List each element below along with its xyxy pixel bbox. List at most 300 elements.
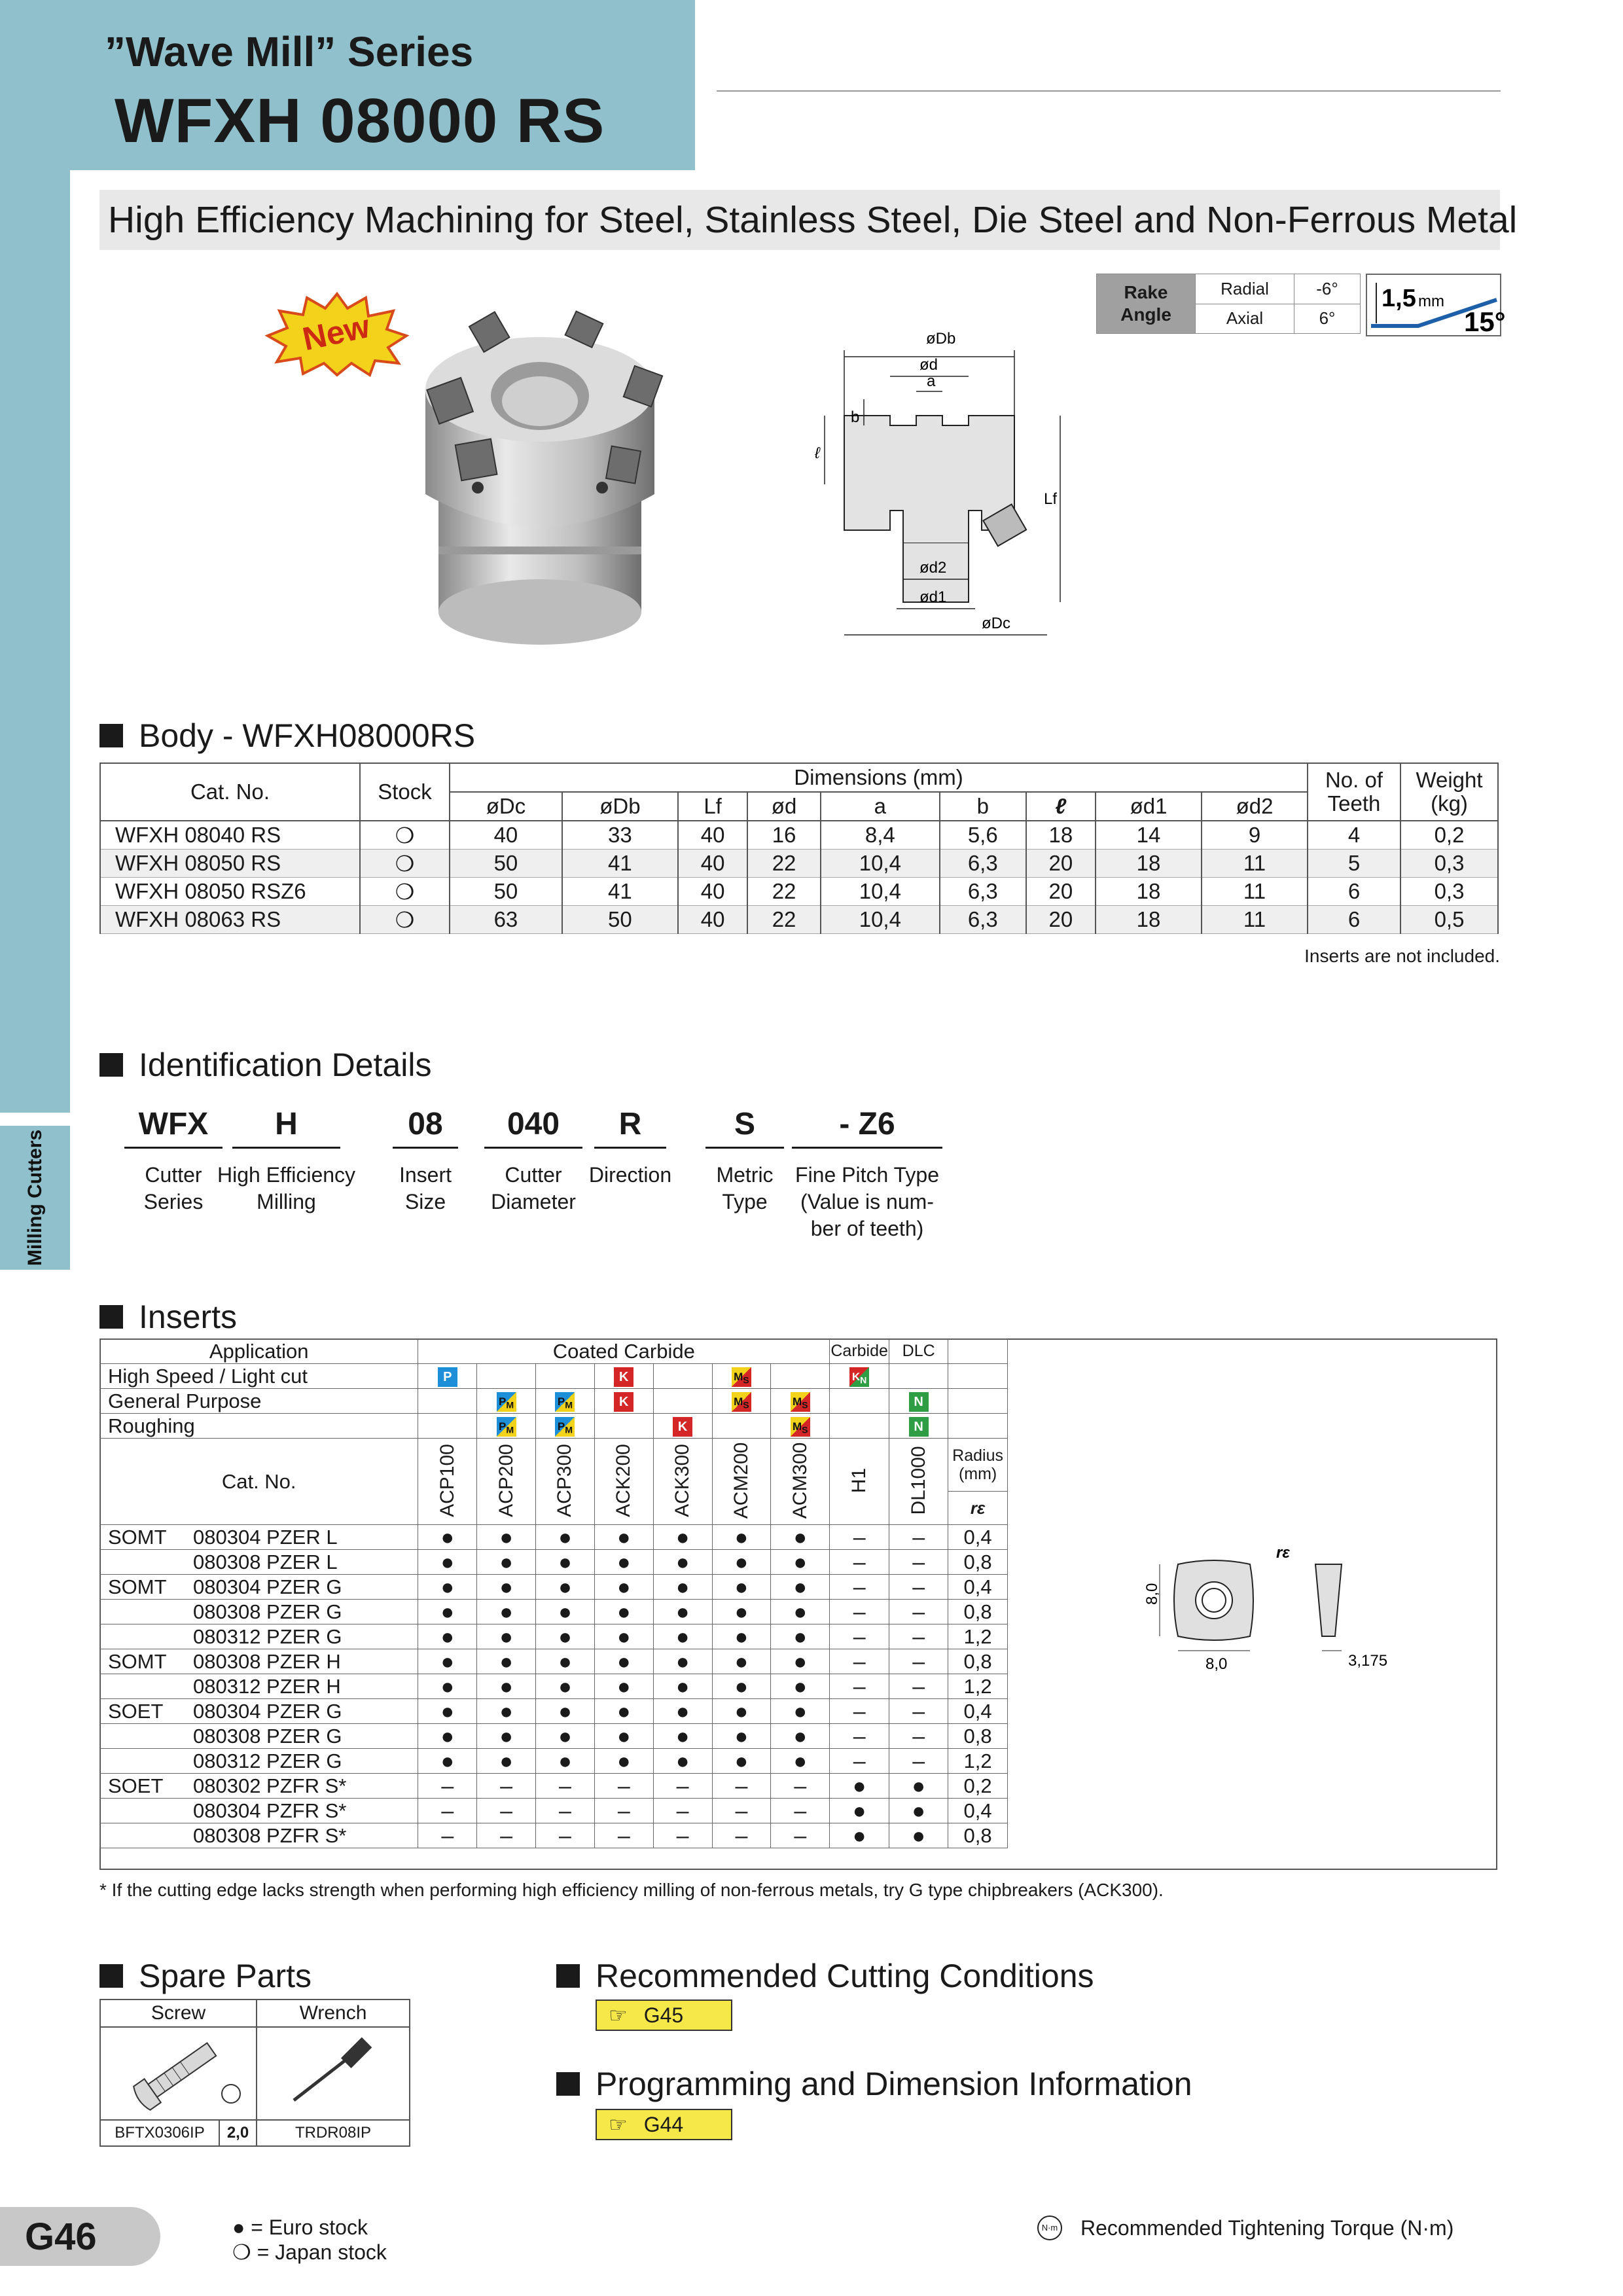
insert-availability: ● [712, 1749, 771, 1774]
insert-availability: – [771, 1799, 830, 1823]
insert-availability: – [889, 1550, 948, 1575]
body-dim: 40 [678, 878, 747, 906]
insert-availability: ● [477, 1600, 536, 1624]
label-a: a [927, 372, 936, 390]
grade-acp100: ACP100 [418, 1439, 477, 1525]
insert-availability: ● [830, 1799, 889, 1823]
label-dc: øDc [982, 615, 1010, 632]
rake-label: Rake Angle [1097, 274, 1196, 334]
grade-dl1000: DL1000 [889, 1439, 948, 1525]
insert-radius: 0,2 [948, 1774, 1008, 1799]
insert-availability: ● [712, 1699, 771, 1724]
body-dim: 40 [678, 850, 747, 878]
insert-family: SOET [108, 1699, 164, 1723]
insert-code: 080308 PZFR S* [193, 1823, 347, 1847]
insert-availability: – [830, 1724, 889, 1749]
model-title: WFXH 08000 RS [115, 86, 605, 156]
body-stock: ❍ [360, 906, 450, 934]
insert-availability: ● [771, 1649, 830, 1674]
insert-availability: ● [594, 1699, 653, 1724]
body-dim: 20 [1026, 850, 1096, 878]
ident-code: 08 [408, 1107, 443, 1141]
body-catno: WFXH 08050 RSZ6 [100, 878, 360, 906]
euro-stock-icon: ● [232, 2215, 245, 2239]
insert-row [100, 1525, 1008, 1550]
insert-code: 080304 PZER L [193, 1525, 338, 1549]
insert-availability: ● [418, 1674, 477, 1699]
insert-radius: 0,4 [948, 1799, 1008, 1823]
ident-underline [594, 1147, 666, 1149]
insert-availability: – [477, 1823, 536, 1848]
grade-acm200: ACM200 [712, 1439, 771, 1525]
insert-availability: ● [536, 1674, 595, 1699]
ident-code: WFX [138, 1107, 209, 1141]
badge-k: K [673, 1417, 692, 1437]
insert-availability: ● [477, 1550, 536, 1575]
col-db: øDb [562, 792, 678, 821]
ident-underline [705, 1147, 784, 1149]
radius-label: Radius (mm) [948, 1439, 1008, 1492]
insert-availability: ● [653, 1624, 712, 1649]
ident-code: R [618, 1107, 642, 1141]
insert-availability: ● [594, 1550, 653, 1575]
application-label: Application [100, 1339, 418, 1364]
grade-ack300: ACK300 [653, 1439, 712, 1525]
insert-availability: ● [594, 1674, 653, 1699]
body-dim: 10,4 [821, 906, 940, 934]
torque-icon: N·m [1037, 2215, 1062, 2240]
insert-r-label: rε [1276, 1544, 1290, 1562]
screw-code: BFTX0306IP [100, 2120, 219, 2146]
insert-availability: ● [712, 1525, 771, 1550]
body-catno: WFXH 08040 RS [100, 821, 360, 850]
body-row [100, 878, 1498, 906]
insert-availability: – [830, 1575, 889, 1600]
insert-availability: ● [418, 1624, 477, 1649]
pointing-hand-icon: ☞ [609, 2003, 628, 2027]
insert-code: 080308 PZER H [193, 1649, 341, 1673]
screw-torque: 2,0 [219, 2120, 257, 2146]
insert-availability: ● [418, 1749, 477, 1774]
insert-availability: ● [536, 1699, 595, 1724]
insert-availability: ● [477, 1525, 536, 1550]
legend-euro: ● = Euro stock [232, 2215, 368, 2239]
body-teeth: 6 [1308, 878, 1400, 906]
carbide-label: Carbide [830, 1339, 889, 1364]
app-row-high-speed: High Speed / Light cut P K $M_S$ $K_N$ [100, 1364, 1008, 1389]
body-dim: 16 [747, 821, 820, 850]
ident-code: 040 [507, 1107, 560, 1141]
insert-row [100, 1674, 1008, 1699]
insert-availability: – [712, 1774, 771, 1799]
col-teeth: No. of Teeth [1308, 763, 1400, 821]
body-dim: 11 [1202, 850, 1308, 878]
programming-ref-link[interactable]: ☞ G44 [596, 2109, 732, 2140]
insert-availability: ● [536, 1749, 595, 1774]
insert-row [100, 1823, 1008, 1848]
recommended-ref-link[interactable]: ☞ G45 [596, 2000, 732, 2031]
insert-availability: ● [418, 1724, 477, 1749]
insert-availability: ● [477, 1699, 536, 1724]
body-weight: 0,2 [1400, 821, 1498, 850]
col-stock: Stock [360, 763, 450, 821]
coated-carbide-label: Coated Carbide [418, 1339, 830, 1364]
side-tab [0, 1126, 70, 1270]
insert-availability: ● [594, 1724, 653, 1749]
body-row [100, 850, 1498, 878]
badge-k: K [614, 1392, 633, 1412]
badge-ms: $M_S$ [791, 1417, 810, 1437]
series-title: ”Wave Mill” Series [105, 28, 474, 75]
insert-availability: ● [536, 1649, 595, 1674]
insert-radius: 1,2 [948, 1624, 1008, 1649]
insert-code: 080308 PZER G [193, 1724, 342, 1748]
insert-radius: 0,4 [948, 1575, 1008, 1600]
insert-availability: ● [712, 1575, 771, 1600]
depth-angle-icon [1366, 274, 1506, 337]
body-dim: 41 [562, 878, 678, 906]
insert-availability: – [889, 1525, 948, 1550]
pointing-hand-icon: ☞ [609, 2113, 628, 2136]
body-dim: 50 [450, 850, 562, 878]
ident-description: Cutter Series [143, 1163, 204, 1213]
insert-availability: ● [712, 1649, 771, 1674]
label-lf: Lf [1044, 490, 1058, 508]
body-section-title: Body - WFXH08000RS [99, 717, 475, 755]
insert-availability: ● [594, 1624, 653, 1649]
insert-availability: ● [477, 1649, 536, 1674]
wrench-code: TRDR08IP [257, 2120, 410, 2146]
body-dim: 11 [1202, 878, 1308, 906]
body-stock: ❍ [360, 821, 450, 850]
insert-availability: ● [536, 1724, 595, 1749]
body-weight: 0,3 [1400, 850, 1498, 878]
insert-availability: – [889, 1674, 948, 1699]
badge-ms: $M_S$ [732, 1392, 751, 1412]
insert-availability: ● [536, 1575, 595, 1600]
insert-availability: ● [418, 1600, 477, 1624]
app-row-roughing: Roughing $P_M$ $P_M$ K $M_S$ N [100, 1414, 1008, 1439]
depth-value: 1,5 [1382, 285, 1416, 312]
insert-radius: 0,4 [948, 1699, 1008, 1724]
insert-availability: ● [477, 1575, 536, 1600]
col-a: a [821, 792, 940, 821]
body-dim: 9 [1202, 821, 1308, 850]
body-weight: 0,5 [1400, 906, 1498, 934]
insert-availability: – [830, 1550, 889, 1575]
body-table [99, 762, 1499, 934]
insert-availability: ● [594, 1525, 653, 1550]
insert-availability: ● [477, 1724, 536, 1749]
insert-thickness: 3,175 [1348, 1652, 1388, 1670]
inserts-catno-label: Cat. No. [100, 1439, 418, 1525]
badge-ms: $M_S$ [732, 1367, 751, 1387]
body-dim: 18 [1026, 821, 1096, 850]
insert-availability: ● [653, 1550, 712, 1575]
body-dim: 33 [562, 821, 678, 850]
col-dimensions: Dimensions (mm) [450, 763, 1308, 792]
insert-availability: – [418, 1823, 477, 1848]
label-d: ød [919, 356, 938, 374]
insert-availability: – [830, 1749, 889, 1774]
ident-description: Insert Size [399, 1163, 452, 1213]
insert-code: 080304 PZER G [193, 1699, 342, 1723]
ident-underline [393, 1147, 458, 1149]
insert-radius: 0,8 [948, 1600, 1008, 1624]
body-dim: 6,3 [940, 850, 1026, 878]
ident-description: Direction [588, 1163, 672, 1187]
grade-acp300: ACP300 [536, 1439, 595, 1525]
legend-torque: N·m Recommended Tightening Torque (N·m) [1037, 2215, 1454, 2240]
ident-code: S [734, 1107, 755, 1141]
insert-availability: – [477, 1799, 536, 1823]
ident-description: Metric Type [716, 1163, 774, 1213]
insert-availability: – [830, 1649, 889, 1674]
insert-availability: ● [771, 1525, 830, 1550]
insert-availability: ● [653, 1525, 712, 1550]
insert-availability: – [830, 1624, 889, 1649]
insert-radius: 0,8 [948, 1823, 1008, 1848]
body-dim: 40 [678, 821, 747, 850]
insert-code: 080312 PZER H [193, 1674, 341, 1698]
insert-radius: 0,8 [948, 1649, 1008, 1674]
body-dim: 18 [1096, 878, 1202, 906]
insert-row [100, 1575, 1008, 1600]
insert-availability: ● [594, 1575, 653, 1600]
insert-availability: – [889, 1724, 948, 1749]
screw-label: Screw [100, 2000, 257, 2027]
insert-availability: ● [653, 1724, 712, 1749]
body-catno: WFXH 08063 RS [100, 906, 360, 934]
ident-description: Cutter Diameter [491, 1163, 576, 1213]
new-badge [265, 291, 409, 376]
identification-section-title: Identification Details [99, 1046, 431, 1084]
badge-pm: $P_M$ [497, 1417, 516, 1437]
label-d1: ød1 [919, 588, 947, 606]
body-row [100, 906, 1498, 934]
body-dim: 20 [1026, 878, 1096, 906]
insert-code: 080312 PZER G [193, 1624, 342, 1648]
body-dim: 5,6 [940, 821, 1026, 850]
insert-availability: – [653, 1823, 712, 1848]
ident-underline [484, 1147, 582, 1149]
programming-title: Programming and Dimension Information [556, 2065, 1192, 2103]
axial-label: Axial [1196, 304, 1294, 334]
insert-availability: – [830, 1674, 889, 1699]
insert-availability: ● [477, 1749, 536, 1774]
dlc-label: DLC [889, 1339, 948, 1364]
insert-availability: ● [653, 1699, 712, 1724]
insert-availability: – [830, 1600, 889, 1624]
screw-image [100, 2027, 257, 2120]
grade-ack200: ACK200 [594, 1439, 653, 1525]
insert-availability: ● [771, 1624, 830, 1649]
badge-p: P [438, 1367, 457, 1387]
spare-parts-table [99, 1999, 410, 2147]
insert-availability: ● [536, 1525, 595, 1550]
badge-pm: $P_M$ [497, 1392, 516, 1412]
inserts-section-title: Inserts [99, 1298, 237, 1336]
insert-family: SOMT [108, 1525, 167, 1549]
insert-availability: ● [712, 1674, 771, 1699]
insert-row [100, 1550, 1008, 1575]
insert-row [100, 1624, 1008, 1649]
insert-availability: ● [418, 1699, 477, 1724]
insert-availability: – [889, 1624, 948, 1649]
label-db: øDb [926, 330, 956, 348]
cutter-photo [412, 298, 668, 648]
insert-family: SOET [108, 1774, 164, 1797]
badge-pm: $P_M$ [555, 1417, 575, 1437]
body-dim: 40 [450, 821, 562, 850]
insert-availability: ● [889, 1799, 948, 1823]
inserts-table [99, 1338, 1008, 1848]
col-d2: ød2 [1202, 792, 1308, 821]
col-weight: Weight (kg) [1400, 763, 1498, 821]
body-dim: 22 [747, 878, 820, 906]
body-stock: ❍ [360, 850, 450, 878]
insert-availability: – [653, 1774, 712, 1799]
body-dim: 50 [450, 878, 562, 906]
new-badge-text: New [299, 308, 373, 358]
body-dim: 11 [1202, 906, 1308, 934]
ident-description: High Efficiency Milling [217, 1163, 356, 1213]
insert-availability: ● [418, 1649, 477, 1674]
japan-stock-icon: ❍ [232, 2240, 251, 2264]
ident-code: H [275, 1107, 298, 1141]
header-rule [717, 90, 1501, 92]
insert-availability: ● [418, 1575, 477, 1600]
body-dim: 41 [562, 850, 678, 878]
insert-availability: ● [830, 1823, 889, 1848]
body-dim: 14 [1096, 821, 1202, 850]
body-dim: 18 [1096, 850, 1202, 878]
insert-width: 8,0 [1205, 1655, 1228, 1673]
insert-availability: ● [418, 1550, 477, 1575]
ident-code: - Z6 [839, 1107, 895, 1141]
col-d: ød [747, 792, 820, 821]
insert-availability: ● [771, 1724, 830, 1749]
depth-unit: mm [1418, 293, 1444, 310]
insert-availability: – [889, 1649, 948, 1674]
insert-availability: ● [712, 1600, 771, 1624]
insert-availability: ● [653, 1674, 712, 1699]
insert-availability: – [536, 1799, 595, 1823]
insert-row [100, 1600, 1008, 1624]
insert-height: 8,0 [1143, 1583, 1161, 1605]
insert-row [100, 1774, 1008, 1799]
insert-code: 080304 PZFR S* [193, 1799, 347, 1822]
badge-k: K [614, 1367, 633, 1387]
insert-availability: ● [594, 1749, 653, 1774]
insert-availability: – [889, 1749, 948, 1774]
label-d2: ød2 [919, 559, 947, 577]
body-row [100, 821, 1498, 850]
insert-radius: 0,8 [948, 1550, 1008, 1575]
body-dim: 6,3 [940, 906, 1026, 934]
ident-description: Fine Pitch Type (Value is num- ber of teeth) [795, 1163, 939, 1240]
body-stock: ❍ [360, 878, 450, 906]
insert-availability: – [418, 1799, 477, 1823]
label-b: b [851, 408, 860, 426]
badge-n: N [909, 1417, 929, 1437]
insert-row [100, 1799, 1008, 1823]
insert-availability: – [889, 1575, 948, 1600]
insert-row [100, 1649, 1008, 1674]
insert-availability: ● [771, 1699, 830, 1724]
body-dim: 50 [562, 906, 678, 934]
inserts-footnote: * If the cutting edge lacks strength when performing high efficiency milling of non-ferrous metals, try G type chipbreakers (ACK300). [99, 1880, 1164, 1900]
insert-availability: – [536, 1774, 595, 1799]
label-l: ℓ [815, 444, 820, 462]
insert-availability: – [594, 1799, 653, 1823]
insert-availability: ● [889, 1823, 948, 1848]
recommended-title: Recommended Cutting Conditions [556, 1957, 1094, 1995]
body-weight: 0,3 [1400, 878, 1498, 906]
radial-label: Radial [1196, 274, 1294, 304]
insert-availability: ● [653, 1649, 712, 1674]
insert-availability: – [594, 1774, 653, 1799]
insert-availability: – [536, 1823, 595, 1848]
insert-availability: – [830, 1525, 889, 1550]
insert-family: SOMT [108, 1649, 167, 1673]
ident-underline [792, 1147, 942, 1149]
insert-availability: – [477, 1774, 536, 1799]
radial-value: -6° [1294, 274, 1361, 304]
insert-availability: – [712, 1799, 771, 1823]
axial-value: 6° [1294, 304, 1361, 334]
insert-code: 080308 PZER L [193, 1550, 338, 1573]
insert-family: SOMT [108, 1575, 167, 1598]
insert-availability: – [830, 1699, 889, 1724]
insert-availability: – [771, 1823, 830, 1848]
inserts-not-included-note: Inserts are not included. [1304, 946, 1500, 966]
insert-row [100, 1699, 1008, 1724]
badge-kn: $K_N$ [849, 1367, 869, 1387]
body-dim: 22 [747, 906, 820, 934]
insert-availability: ● [418, 1525, 477, 1550]
insert-availability: ● [653, 1600, 712, 1624]
insert-availability: – [653, 1799, 712, 1823]
body-teeth: 5 [1308, 850, 1400, 878]
body-catno: WFXH 08050 RS [100, 850, 360, 878]
insert-radius: 0,8 [948, 1724, 1008, 1749]
insert-availability: ● [771, 1550, 830, 1575]
body-dim: 63 [450, 906, 562, 934]
insert-radius: 1,2 [948, 1674, 1008, 1699]
wrench-image [257, 2027, 410, 2120]
spare-parts-title: Spare Parts [99, 1957, 312, 1995]
insert-availability: ● [477, 1674, 536, 1699]
insert-availability: – [771, 1774, 830, 1799]
body-dim: 22 [747, 850, 820, 878]
body-dim: 10,4 [821, 850, 940, 878]
insert-code: 080312 PZER G [193, 1749, 342, 1772]
grade-h1: H1 [830, 1439, 889, 1525]
ident-underline [124, 1147, 223, 1149]
insert-availability: ● [771, 1674, 830, 1699]
insert-code: 080308 PZER G [193, 1600, 342, 1623]
subtitle: High Efficiency Machining for Steel, Stainless Steel, Die Steel and Non-Ferrous Metal [108, 199, 1518, 241]
grade-acp200: ACP200 [477, 1439, 536, 1525]
body-dim: 8,4 [821, 821, 940, 850]
badge-pm: $P_M$ [555, 1392, 575, 1412]
insert-availability: ● [653, 1575, 712, 1600]
col-l: ℓ [1026, 792, 1096, 821]
insert-availability: ● [536, 1600, 595, 1624]
grade-acm300: ACM300 [771, 1439, 830, 1525]
app-row-general: General Purpose $P_M$ $P_M$ K $M_S$ $M_S$ N [100, 1389, 1008, 1414]
